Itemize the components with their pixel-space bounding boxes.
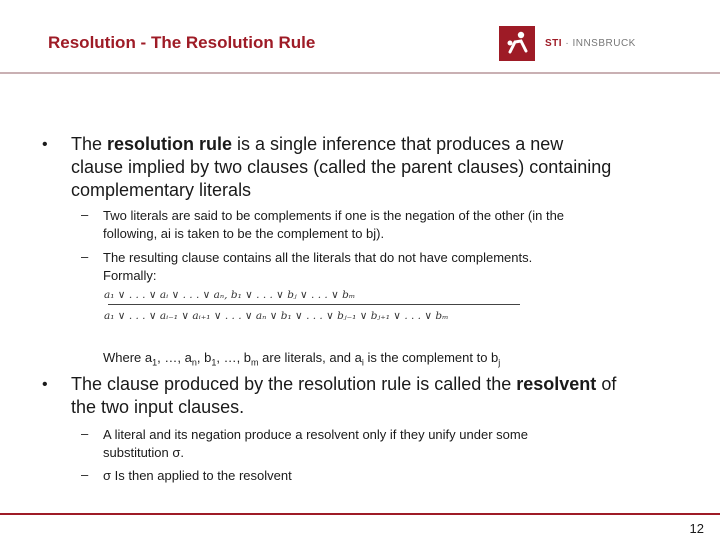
where-text: is the complement to b — [363, 350, 499, 365]
bullet-1-line-1 — [71, 134, 563, 155]
where-text: are literals, and a — [258, 350, 362, 365]
bullet-2-post: of — [596, 374, 617, 394]
subscript: 1 — [152, 357, 158, 368]
bullet-marker: • — [42, 376, 48, 393]
sub-1-2-line-1: The resulting clause contains all the literals that do not have complements. — [103, 250, 533, 265]
logo-mark-icon — [499, 26, 535, 61]
header-divider — [0, 72, 720, 74]
bullet-marker: • — [42, 136, 48, 153]
sub-1-2-line-2: Formally: — [103, 268, 157, 283]
bullet-2-term: resolvent — [516, 374, 597, 394]
sub-bullet-marker: – — [81, 467, 89, 482]
where-text: , …, a — [157, 350, 192, 365]
subscript: j — [498, 357, 501, 368]
formula-premises: a₁ ∨ . . . ∨ aᵢ ∨ . . . ∨ aₙ, b₁ ∨ . . . ∨ bⱼ ∨ . . . ∨ bₘ — [104, 289, 356, 301]
sub-bullet-marker: – — [81, 207, 89, 222]
bullet-1-term: resolution rule — [107, 134, 233, 154]
formula-conclusion: a₁ ∨ . . . ∨ aᵢ₋₁ ∨ aᵢ₊₁ ∨ . . . ∨ aₙ ∨ b₁ ∨ . . . ∨ bⱼ₋₁ ∨ bⱼ₊₁ ∨ . . . ∨ bₘ — [104, 310, 449, 322]
bullet-2-line-1 — [71, 374, 616, 395]
bullet-1-line-2: clause implied by two clauses (called the parent clauses) containing — [71, 157, 612, 177]
sub-1-1-line-1: Two literals are said to be complements if one is the negation of the other (in the — [103, 208, 565, 223]
where-text: , …, b — [216, 350, 252, 365]
logo-text-separator: · — [562, 38, 573, 49]
bullet-1-pre: The — [71, 134, 108, 154]
subscript: i — [361, 357, 364, 368]
resolution-formula — [104, 288, 524, 330]
logo-text-sti: STI — [545, 38, 563, 49]
formula-inference-line — [108, 304, 520, 305]
sti-logo — [499, 26, 674, 62]
bullet-1-rest: is a single inference that produces a new — [232, 134, 564, 154]
subscript: m — [251, 357, 259, 368]
sub-1-1-line-2: following, ai is taken to be the complement to bj). — [103, 226, 385, 241]
subscript: n — [191, 357, 197, 368]
subscript: 1 — [211, 357, 217, 368]
sub-2-2-line-1: σ Is then applied to the resolvent — [103, 468, 292, 483]
bullet-2-pre: The clause produced by the resolution rule is called the — [71, 374, 517, 394]
page-title: Resolution - The Resolution Rule — [48, 33, 316, 52]
formula-explanation — [103, 349, 500, 372]
sub-bullet-marker: – — [81, 249, 89, 264]
page-number: 12 — [689, 521, 704, 536]
logo-text-innsbruck: INNSBRUCK — [572, 38, 636, 49]
bullet-2-line-2: the two input clauses. — [71, 397, 245, 417]
logo-wordmark — [545, 38, 636, 49]
sub-2-1-line-1: A literal and its negation produce a resolvent only if they unify under some — [103, 427, 528, 442]
sub-2-1-line-2: substitution σ. — [103, 445, 185, 460]
where-text: Where a — [103, 350, 153, 365]
where-text: , b — [196, 350, 212, 365]
sub-bullet-marker: – — [81, 426, 89, 441]
footer-divider — [0, 513, 720, 515]
bullet-1-line-3: complementary literals — [71, 180, 252, 200]
